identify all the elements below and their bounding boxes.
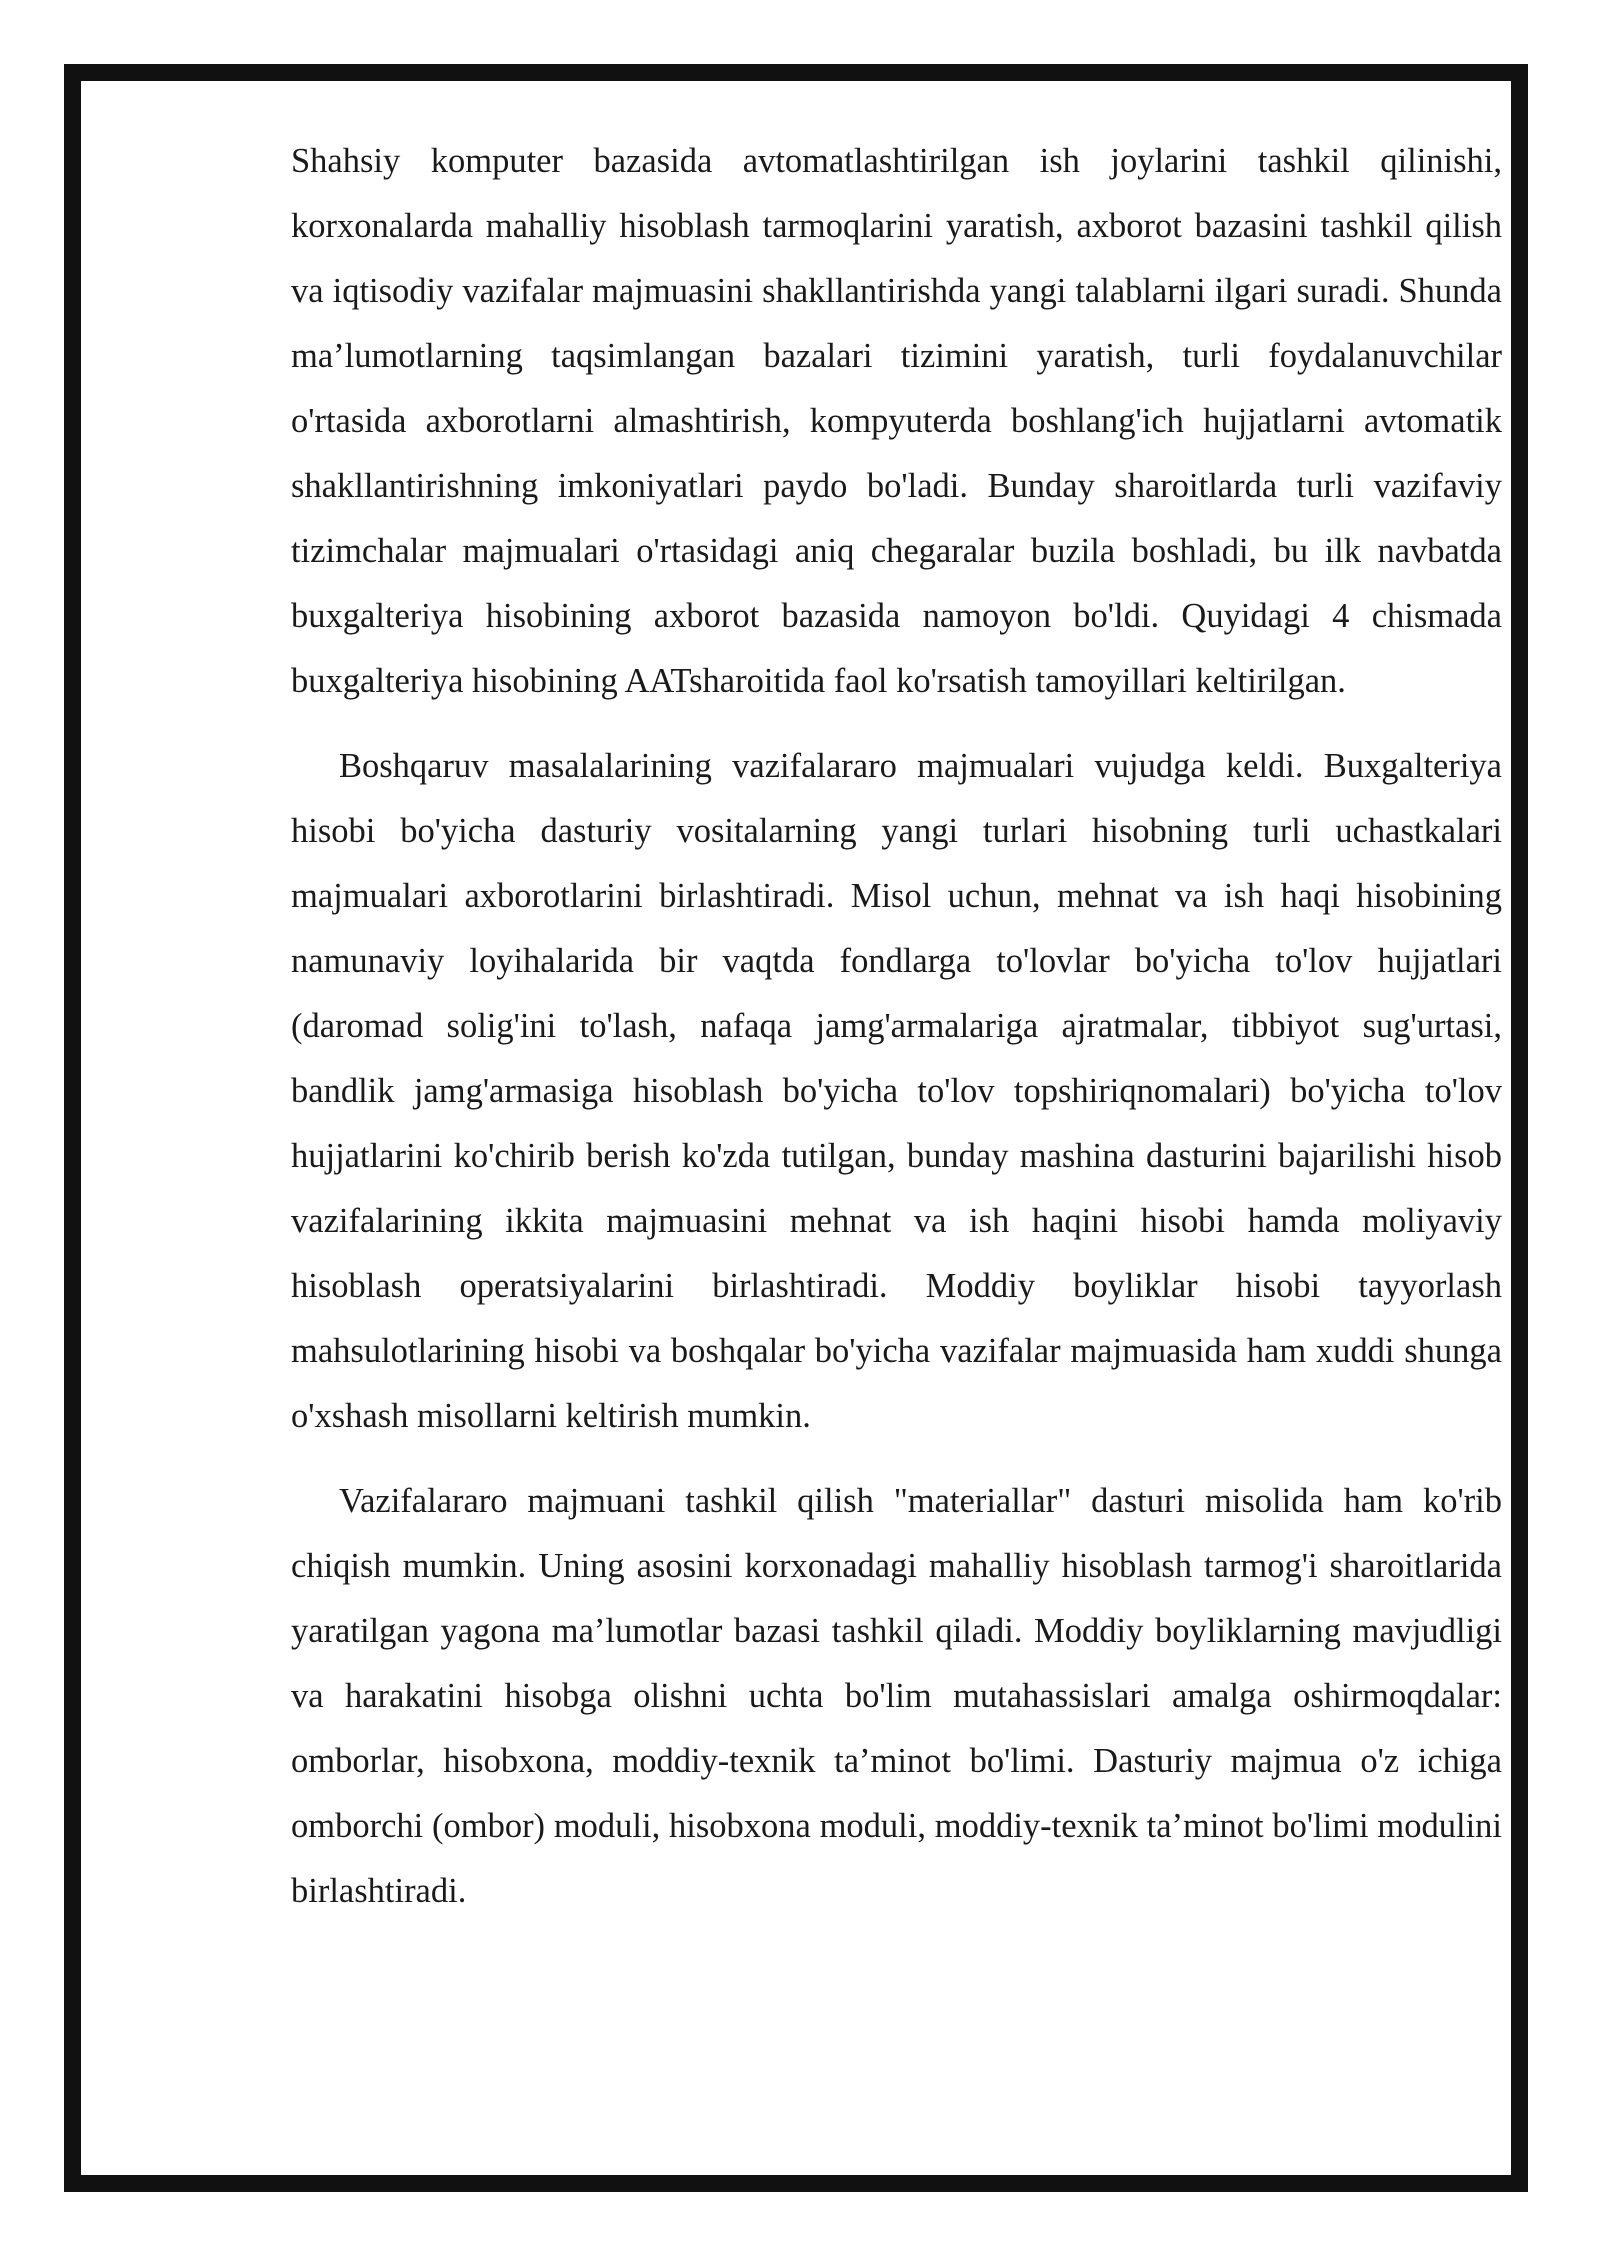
document-body — [291, 129, 1502, 1944]
paragraph-1: Shahsiy komputer bazasida avtomatlashtirilgan ish joylarini tashkil qilinishi, korxonalarda mahalliy hisoblash tarmoqlarini yaratish, axborot bazasini tashkil qilish va iqtisodiy vazifalar majmuasini shakllantirishda yangi talablarni ilgari suradi. Shunda ma’lumotlarning taqsimlangan bazalari tizimini yaratish, turli foydalanuvchilar o'rtasida axborotlarni almashtirish, kompyuterda boshlang'ich hujjatlarni avtomatik shakllantirishning imkoniyatlari paydo bo'ladi. Bunday sharoitlarda turli vazifaviy tizimchalar majmualari o'rtasidagi aniq chegaralar buzila boshladi, bu ilk navbatda buxgalteriya hisobining axborot bazasida namoyon bo'ldi. Quyidagi 4 chismada buxgalteriya hisobining AATsharoitida faol ko'rsatish tamoyillari keltirilgan. — [291, 142, 1502, 700]
paragraph-3: Vazifalararo majmuani tashkil qilish "materiallar" dasturi misolida ham ko'rib chiqish mumkin. Uning asosini korxonadagi mahalliy hisoblash tarmog'i sharoitlarida yaratilgan yagona ma’lumotlar bazasi tashkil qiladi. Moddiy boyliklarning mavjudligi va harakatini hisobga olishni uchta bo'lim mutahassislari amalga oshirmoqdalar: omborlar, hisobxona, moddiy-texnik ta’minot bo'limi. Dasturiy majmua o'z ichiga omborchi (ombor) moduli, hisobxona moduli, moddiy-texnik ta’minot bo'limi modulini birlashtiradi. — [291, 1482, 1502, 1910]
page-border-frame — [64, 64, 1528, 2192]
paragraph-2: Boshqaruv masalalarining vazifalararo majmualari vujudga keldi. Buxgalteriya hisobi bo'yicha dasturiy vositalarning yangi turlari hisobning turli uchastkalari majmualari axborotlarini birlashtiradi. Misol uchun, mehnat va ish haqi hisobining namunaviy loyihalarida bir vaqtda fondlarga to'lovlar bo'yicha to'lov hujjatlari (daromad solig'ini to'lash, nafaqa jamg'armalariga ajratmalar, tibbiyot sug'urtasi, bandlik jamg'armasiga hisoblash bo'yicha to'lov topshiriqnomalari) bo'yicha to'lov hujjatlarini ko'chirib berish ko'zda tutilgan, bunday mashina dasturini bajarilishi hisob vazifalarining ikkita majmuasini mehnat va ish haqini hisobi hamda moliyaviy hisoblash operatsiyalarini birlashtiradi. Moddiy boyliklar hisobi tayyorlash mahsulotlarining hisobi va boshqalar bo'yicha vazifalar majmuasida ham xuddi shunga o'xshash misollarni keltirish mumkin. — [291, 747, 1502, 1435]
